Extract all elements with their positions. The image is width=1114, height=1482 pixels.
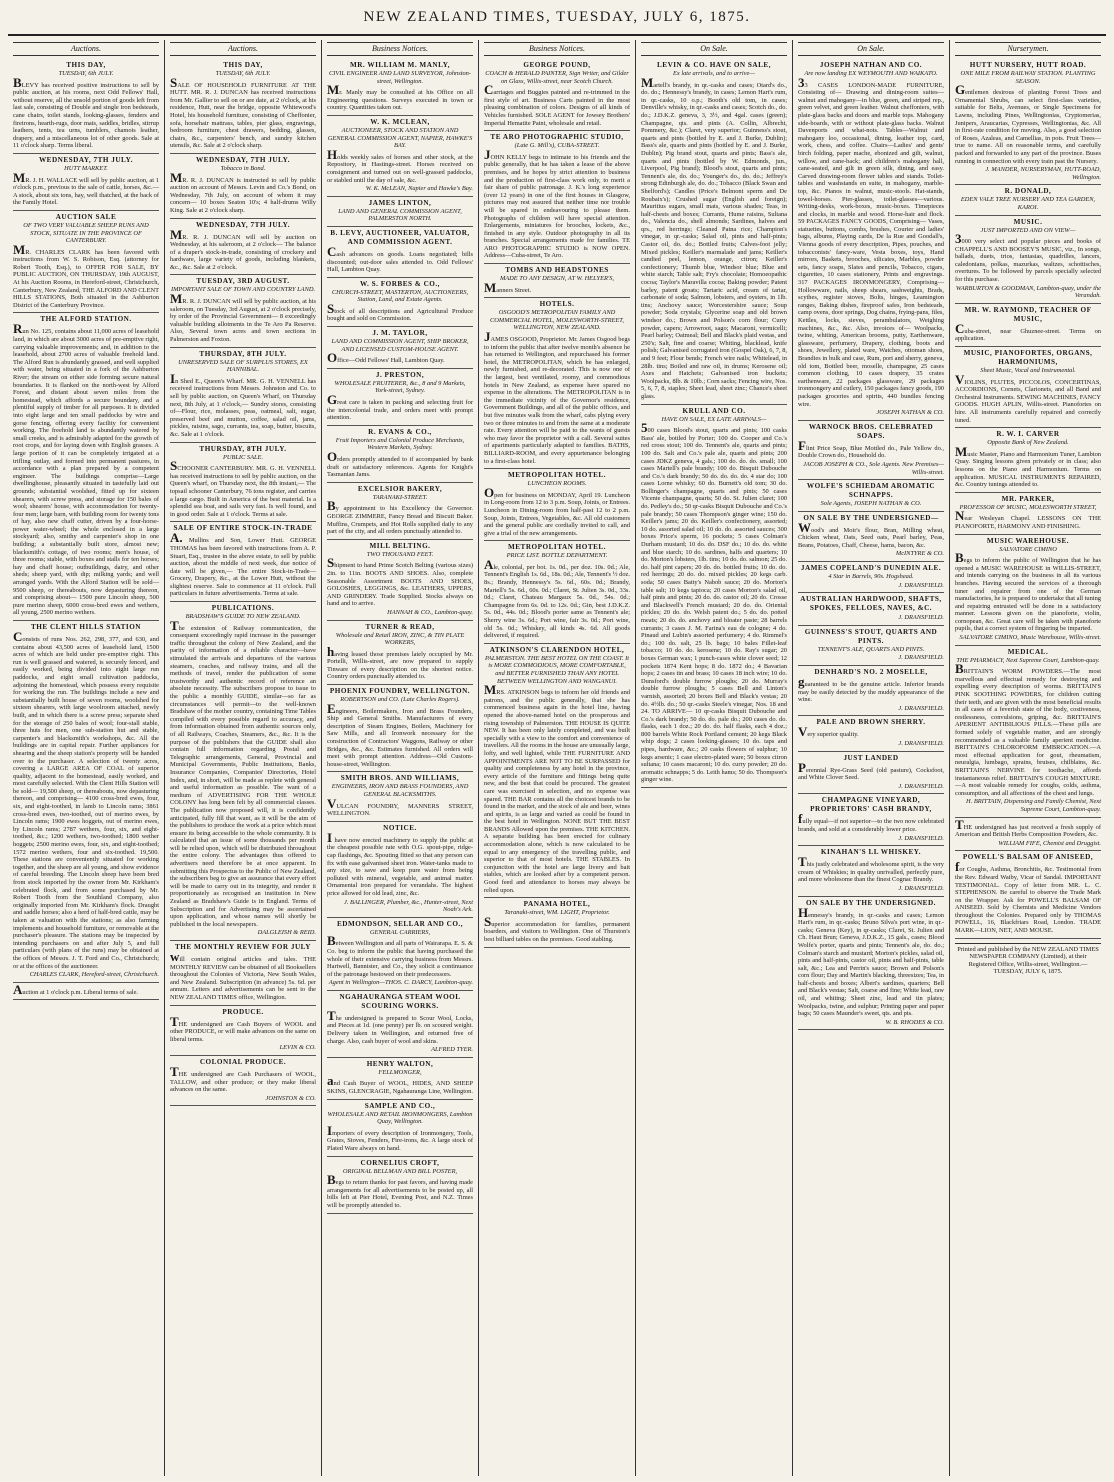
ad-signature: CHARLES CLARK, Hereford-street, Christchurch. <box>29 971 159 979</box>
ad-title: WOLFE'S SCHIEDAM AROMATIC SCHNAPPS. <box>806 482 936 500</box>
ad-subtitle: (Late G. Mill's), CUBA-STREET. <box>514 142 600 150</box>
ad-signature: J. DRANSFIELD. <box>898 884 944 892</box>
ad-subtitle: JUST IMPORTED AND ON VIEW— <box>980 226 1076 234</box>
ad-subtitle: TARANAKI-STREET. <box>372 493 428 501</box>
ad-subtitle: Sole Agents, JOSEPH NATHAN & CO. <box>820 500 922 508</box>
ad-body: Cuba-street, near Ghuznee-street. Terms on application. <box>955 320 1101 343</box>
ad-title: SMITH BROS. AND WILLIAMS, <box>340 774 460 783</box>
section-heading: Nurserymen. <box>955 42 1101 56</box>
ad-title: MR. PARKER, <box>1001 494 1055 503</box>
ad-body: 500 cases Blood's stout, quarts and pints; 100 casks Bass' ale, bottled by Porter; 100 do. Cooper and Co.'s red cross stout; 100 do. Tennent's ale, quarts and pints; 100 do. Salt and Co.'s pale ale, quarts and pints; 200 cases JDKZ geneva, 4 gals.; 100 do. do. do. small; 100 cases Martell's pale brandy; 100 do. Bisquit Dubouche and Co.'s dark brandy; 50 do. do. do. do. 4 star do; 100 cases Lorne whisky; 60 do. Burnett's old tom; 30 do. Bollinger's champagne, quarts and pints; 50 cases Vicente champagne, quarts; 50 do. St. Julien claret; 100 do. Pedley's do.; 50 qr-casks Bisquit Dubouche and Co.'s pale brandy; 50 cases Thompson's ginger wine; 150 do. Keiller's jams; 20 do. Keiller's confectionery, assorted; 10 do. assorted salad oil; 10 do. do. assorted sauces; 300 boxes Price's sperm, 16 pockets; 5 cases Colman's Durham mustard; 10 do. do. DSF do.; 10 do. do. white and blue starch; 10 do. sardines, halfs and quarters; 10 do. Morton's lobsters, 1lb. tins; 10 do. do. salmon; 25 do. do. half pint capers; 20 do. do. bottled fruits; 10 do. do. red herrings; 20 do. do. mixed pickles; 20 kegs carb. soda; 50 cases Batty's Nabob sauce; 20 do. Morton's table salt; 10 kegs tapioca; 20 cases Morton's salad oil, half pints and pints; 20 do. do. castor oil; 20 do. Crosse and Blackwell's French mustard; 20 do. do. Oriental pickles; 20 do. do. Welsh patent do.; 5 do. do. potted meats; 20 do. do. anchovy and bloater paste; 28 barrels currants; 3 cases J. M. Farina's eau de cologne; 4 do. Pinaud and Lubin's assorted perfumery; 4 do. Rimmel's do.; 100 do. salt, 25 lb. bags; 10 bales Fillet-leaf tobacco; 10 do. do. kerosene; 10 do. Ray's sugar; 20 boxes German wax; 1 punch-cases white clover seed; 12 pockets 1874 Kent hops; 8 do. 1872 do.; 4 Bavarian hops; 2 cases tin and brass; 10 cases 18 inch wire; 10 do. Dunsford's double furrow ploughs; 20 do. Murray's double furrow ploughs; 5 cases Bell and Linton's varnish, assorted; 20 boxes Bell and Black's vestas; 20 do. 4½lb. do.; 50 qr.-casks Steele's vinegar, Nos. 18 and 24. TO ARRIVE— 10 qr-casks Bisquit Dubouche and Co.'s dark brandy; 50 do. do. pale do.; 200 cases do. do. flasks, each 1 doz.; 20 do. do. half flasks, each 4 doz.; 800 barrels White Rock Portland cement; 20 kegs Black whip dogs; 2 cases looking-glasses; 10 do. taps and pipes, hardware, &c.; 20 casks flowers of sulphur; 10 kegs arsenic; 1 case electro-plated ware; 50 boxes citron sultana; 10 cases macaroni; 10 do. curry powder; 20 do. aromatic schnapps; 5 do. Leith hams; 50 do. Thompson's ginger wine. <box>641 420 788 784</box>
advertisement <box>798 562 944 593</box>
ad-title: SAMPLE AND CO., <box>364 1101 436 1110</box>
column-4 <box>478 40 635 1476</box>
ad-body: Auction at 1 o'clock p.m. Liberal terms of sale. <box>13 981 139 997</box>
ad-title: MUSIC. <box>1013 217 1043 226</box>
section-heading: Business Notices. <box>484 42 630 56</box>
ad-signature: J. DRANSFIELD. <box>898 614 944 622</box>
ad-title: JAMES COPELAND'S DUNEDIN ALE. <box>800 564 942 573</box>
ad-title: POWELL'S BALSAM OF ANISEED, <box>962 853 1094 862</box>
advertisement <box>798 716 944 751</box>
advertisement <box>13 313 159 621</box>
advertisement <box>170 443 316 523</box>
ad-title: HUTT NURSERY, HUTT ROAD. <box>969 61 1087 69</box>
ad-title: GEORGE POUND, <box>523 61 591 69</box>
advertisement <box>170 59 316 154</box>
ad-title: PALE AND BROWN SHERRY. <box>816 718 926 727</box>
ad-subtitle: WHOLESALE AND RETAIL IRONMONGERS, Lambton Quay, Wellington. <box>327 1110 473 1126</box>
ad-title: HENRY WALTON, <box>366 1059 434 1068</box>
ad-subtitle: TUESDAY, 6th JULY. <box>58 70 114 77</box>
advertisement <box>798 794 944 846</box>
ad-body: MR. CHARLES CLARK has been favored with instructions from W. S. Robison, Esq. (attorney for Robert Tooth, Esq.), to OFFER FOR SALE, BY PUBLIC AUCTION, ON THURSDAY, 19th AUGUST, At his Auction Rooms, in Hereford-street, Christchurch, Canterbury, New Zealand, THE ALFORD AND CLENT HILLS STATIONS, Both situated in the Ashburton District of the Canterbury Province. <box>13 241 159 309</box>
advertisement <box>955 646 1101 818</box>
ad-subtitle: OF TWO VERY VALUABLE SHEEP RUNS AND STOCK, SITUATE IN THE PROVINCE OF CANTERBURY. <box>23 221 149 245</box>
ad-subtitle: Ex late arrivals, and to arrive— <box>672 70 755 77</box>
ad-subtitle: WHOLESALE FRUITERER, &c., 8 and 9 Markets, York-street, Sydney. <box>334 379 466 395</box>
advertisement <box>327 918 473 991</box>
advertisement <box>327 227 473 278</box>
ad-subtitle: Opposite Bank of New Zealand. <box>987 439 1069 447</box>
advertisement <box>484 898 630 947</box>
ad-body: In Shed E., Queen's Wharf. MR. G. H. VENNELL has received instructions from Messrs. Johnston and Co. to sell by public auction, on Queen's Wharf, on Thursday next, 8th July, at 1 o'clock,— Sundry stores, consisting of—Flour, rice, molasses, peas, oatmeal, salt, sugar, preserved beef and mutton, coffee, salad oil, jams, pickles, raisins, sago, currants, tea, soap, butter, biscuits, &c. Sale at 1 o'clock. <box>170 370 316 438</box>
advertisement <box>13 983 159 1001</box>
ad-signature: McINTYRE & CO. <box>895 550 944 558</box>
advertisement <box>327 426 473 483</box>
ad-title: THIS DAY, <box>223 61 263 69</box>
ad-signature: J. DRANSFIELD. <box>898 704 944 712</box>
advertisement <box>327 197 473 227</box>
ad-body: Ale, colonial, per bot. 1s. 0d., per doz. 10s. 0d.; Ale, Tennent's English 1s. 6d., 18s. 0d.; Ale, Tennent's ½ doz. 8s.; Brandy, Hennessy's 5s. 6d., 60s. 0d.; Brandy, Martell's 5s. 6d., 60s. 0d.; Claret, St. Julien 3s. 0d., 33s. 0d.; Claret, Chateau Margaux 5s. 0d., 54s. 0d.; Champagne from 6s. 0d. to 12s. 0d.; Gin, best J.D.K.Z. 5s. 0d., 44s. 0d.; Blood's porter same as Tennent's ale; Sherry wine 3s. 6d.; Port wine, fair 3s. 0d.; Port wine, old 5s. 0d.; Whiskey, all kinds 4s. 6d. All goods delivered, if required. <box>484 556 630 640</box>
ad-signature: J. BALLINGER, Plumber, &c., Hunter-street, Next Noah's Ark. <box>343 898 473 914</box>
ad-title: JUST LANDED <box>843 753 899 762</box>
ad-body: A. Mullins and Son, Lower Hutt. GEORGE THOMAS has been favored with instructions from A. P. Stuart, Esq., trustee in the above estate, to sell by public auction, about the middle of next week, due notice of date will be given,— The entire Stock-in-Trade—Grocery, Drapery, &c., at the Lower Hutt, without the slightest reserve. Sale to commence at 11 o'clock. Full particulars in future advertisements. Terms at sale. <box>170 530 316 598</box>
ad-title: W. S. FORBES & CO., <box>360 279 440 288</box>
ad-body: Between Wellington and all parts of Wairarapa. E. S. & Co. beg to inform the public that having purchased the whole of their extensive carrying business from Messrs. Hartwell, Bannister, and Co., they solicit a continuance of the patronage bestowed on their predecessors. <box>327 933 473 978</box>
ad-subtitle: LAND AND COMMISSION AGENT, SHIP BROKER, AND LICENSED CUSTOM-HOUSE AGENT. <box>331 338 469 353</box>
ad-title: SALE OF ENTIRE STOCK-IN-TRADE <box>173 524 313 533</box>
advertisement <box>798 421 944 480</box>
ad-title: NOTICE. <box>383 823 417 832</box>
column-3 <box>321 40 478 1476</box>
ad-subtitle: Are now landing EX WEYMOUTH AND WAIKATO. <box>804 70 938 77</box>
printer-imprint: Printed and published by the NEW ZEALAND TIMES NEWSPAPER COMPANY (Limited), at their Registered Office, Willis-street, Wellington.—TUESDAY, JULY 6, 1875. <box>955 943 1101 976</box>
ad-title: PANAMA HOTEL, <box>523 900 591 909</box>
ad-body: THE undersigned has just received a fresh supply of American and British Herbs Composition Powders, &c. <box>955 816 1101 839</box>
ad-title: THE CLENT HILLS STATION <box>31 623 141 631</box>
ad-subtitle: ROBERTSON and CO. (Late Charles Rogers). <box>340 696 460 704</box>
ad-subtitle: PRICE LIST. BOTTLE DEPARTMENT. <box>506 552 608 560</box>
advertisement <box>327 991 473 1058</box>
advertisement <box>955 304 1101 347</box>
advertisement <box>13 211 159 314</box>
ad-title: NGAHAURANGA STEAM WOOL SCOURING WORKS. <box>339 992 461 1010</box>
ad-body: MR. J. H. WALLACE will sell by public auction, at 1 o'clock p.m., previous to the sale of cattle, horses, &c.— A stock, about six tons, hay, well thatched, at the back of the Family Hotel. <box>13 169 159 207</box>
ad-title: WEDNESDAY, 7TH JULY. <box>195 155 291 164</box>
ad-subtitle: Wholesale and Retail IRON, ZINC, & TIN PLATE WORKERS, <box>335 631 465 647</box>
advertisement <box>327 1100 473 1157</box>
masthead <box>8 0 1106 36</box>
ad-body: I have now erected machinery to supply the public at the cheapest possible rate with O.G. spout-pipe, ridge-cap flashings, &c. Spouting fitted so that any person can fix with ease galvanised sheet iron. Water-tanks made to any size, to save and keep pure water from being polluted with mineral, vegetable, and animal matter. Ornamental iron prepared for verandahs. The highest price allowed for old lead, zinc, &c. <box>327 829 473 897</box>
ad-body: Flint Price Soap, Blue Mottled do., Pale Yellow do., Double Crown do., Household do. <box>798 437 944 460</box>
ad-body: Superior accommodation for families, permanent boarders, and visitors to Wellington. One of Thurston's best billiard tables on the premises. Good stabling. <box>484 913 630 943</box>
ad-body: The undersigned is prepared to Scour Wool, Locks, and Pieces at 1d. (one penny) per lb. on scoured weight. Delivery taken in Wellington, and returned free of charge. Also, cash buyer of wool and skins. <box>327 1007 473 1045</box>
ad-subtitle: FELLMONGER, <box>378 1068 422 1076</box>
ad-body: VIOLINS, FLUTES, PICCOLOS, CONCERTINAS, ACCORDIONS, Cornets, Clarionets, and all Band and Orchestral Instruments. SEWING MACHINES, FANCY GOODS. HUGH APLIN, Willis-street. Pianofortes on hire. All instruments carefully repaired and correctly tuned. <box>955 371 1101 424</box>
advertisement <box>798 593 944 626</box>
ad-subtitle: AUCTIONEER, STOCK AND STATION AND GENERAL COMMISSION AGENT, NAPIER, HAWKE'S BAY. <box>327 126 473 150</box>
ad-body: Mr. Manly may be consulted at his Office on all Engineering questions. Surveys executed in town or country. Quantities taken out. <box>327 82 473 112</box>
ad-subtitle: Tobacco in Bond. <box>220 164 266 172</box>
advertisement <box>798 666 944 716</box>
ad-title: AUCTION SALE <box>55 212 117 221</box>
ad-subtitle: COACH & HERALD PAINTER, Sign Writer, and Gilder on Glass, Willis-street, near Scotch Church. <box>485 70 629 85</box>
ad-title: MUSIC, PIANOFORTES, ORGANS, HARMONIUMS, <box>963 349 1093 367</box>
advertisement <box>170 348 316 443</box>
ad-title: THE MONTHLY REVIEW FOR JULY <box>175 943 311 951</box>
advertisement <box>327 772 473 821</box>
column-7 <box>949 40 1106 1476</box>
advertisement <box>955 59 1101 185</box>
ad-subtitle: OSGOOD'S METROPOLITAN FAMILY AND COMMERCIAL HOTEL, MOLESWORTH-STREET, WELLINGTON, NEW ZEALAND. <box>490 309 624 332</box>
ad-subtitle: ENGINEERS, IRON AND BRASS FOUNDERS, AND GENERAL BLACKSMITHS. <box>331 783 469 798</box>
ad-body: JAMES OSGOOD, Proprietor. Mr. James Osgood begs to inform the public that after twelve month's absence he has returned to Wellington, and repurchased his former hotel, the METROPOLITAN, which he has enlarged, newly furnished, and re-decorated. This is now one of the largest, best ventilated, roomy, and commodious hotels in New Zealand, as expense have spared no expense in the alterations. The METROPOLITAN is in the immediate vicinity of the Governor's residence, Government Buildings, and all of the public offices, and but five minutes walk from the wharf, cabs plying every two or three minutes to and from the same at a moderate rate. Every attention will be paid to the wants of guests who may favor the proprietor with a call. Several suites of apartments particularly adapted to families. BATHS, BILLIARD-ROOM, and every appurtenance belonging to a first-class hotel. <box>484 329 630 465</box>
ad-title: LEVIN & CO. HAVE ON SALE, <box>656 61 771 69</box>
ad-subtitle: 4 Star in Barrels, 90s. Hogshead. <box>828 573 914 581</box>
advertisement <box>484 131 630 264</box>
ad-title: KINAHAN'S LL WHISKEY. <box>820 848 922 857</box>
advertisement <box>327 685 473 772</box>
ad-subtitle: MADE TO ANY DESIGN, AT W. HELYER'S, <box>499 275 615 283</box>
ad-subtitle: IMPORTANT SALE OF TOWN AND COUNTRY LAND. <box>170 286 316 294</box>
ad-body: Near Wesleyan Chapel. LESSONS ON THE PIANOFORTE, HARMONY AND FINISHING. <box>955 508 1101 530</box>
ad-subtitle: Fruit Importers and Colonial Produce Merchants, Western Markets, Sydney. <box>335 436 465 452</box>
advertisement <box>955 216 1101 304</box>
ad-body: Martell's brandy, in qr.-casks and cases; Otard's do., do. do.; Hennessy's brandy, in cases; Lemon Hart's rum, in qr.-casks, 10 o.p.; Booth's old tom, in cases; Denville's whisky, in qr.-casks and cases; Scotch do., do. do.; J.D.K.Z. geneva, 3, 3½, and 4gal. cases (green); Champagne, qts. and pints (A. Collin, Albrecht, Pommery, &c.); Claret, very superior; Guinness's stout, quarts and pints (bottled by E. and J. Burke, Dublin); Bass's ale, quarts and pints (bottled by E. and J. Burke, Dublin); Pig brand stout, quarts and pints; Bass's ale, quarts and pints (bottled by W. Edmonds, jun., Liverpool, Pig brand); Blood's stout, quarts and pints; Tennent's ale, do. do.; Younger's do., do. do.; Jeffrey's strong Edinburgh ale, do. do.; Tobacco (Black Swan and Shelford's); Candles (Price's Belmont sperm and De Roubaix's); Crushed sugar (English and foreign); Mauritius sugars, small mats, various shades; Teas, in half-chests and boxes; Currants, Hume raisins, Sultana do., Valencia do., shell almonds; Sardines, halves and qrs., red herrings; Cleaned Patna rice; Champion's vinegar, in qr.-casks; Salad oil, pints and half-pints; Castor oil, do. do.; Bottled fruits; Calves-foot jelly; Mixed pickles; Keiller's marmalade and jams; Keiller's candied peel, lemon, orange, citron; Keiller's confectionery; Thumb blue, Windsor blue; Blue and white starch; Table salt; Fry's chocolate; Homoeopathic cocoa; Taylor's Maravilla cocoa; Baking powder; Patent barley, patent groats; Tartaric acid, cream of tartar, carbonate of soda; Salmon, lobsters, and oysters, in 1lb. tins; Anchovy sauce; Worcestershire sauce; Soup powder; Soda crystals; Glycerine soap and old brown windsor do.; Brown and Polson's corn flour; Curry powder, capers; Arrowroot, sago; Macaroni, vermicelli; Pearl barley; Oatmeal; Bell and Black's plaid vestas, and 250's; Salt, fine and coarse; Whiting, blacklead, knife polish; Galvanised corrugated iron (Gospel Oak), 6, 7, 8, and 9 feet; Flour bends; French wire nails; Whitelead, in 28lb. tins; Boiled and raw oil, in drums; Kerosene oil; Axes and Hatchets; Galvanised iron buckets; Woolpacks, 8lb. & 10lb.; Corn sacks; Fencing wire, Nos. 5, 6, 7, 8, staples; Sheet lead, sheet zinc; Chance's sheet glass. <box>641 74 787 400</box>
ad-body: 3000 very select and popular pieces and books of CHAPPELL'S AND BOOSEY'S MUSIC, viz., In songs, ballads, duets, trios, fantasias, quadrilles, lancers, caledonians, polkas, mazurkas, waltzes, schottisches, overtures. To be followed by parcels specially selected for this purchase. <box>955 231 1101 284</box>
ad-subtitle: CHURCH-STREET, MASTERTON, AUCTIONEERS, Station, Land, and Estate Agents. <box>331 288 469 304</box>
ad-title: ON SALE BY THE UNDERSIGNED— <box>803 513 939 522</box>
ad-title: KRULL AND CO. <box>682 406 746 415</box>
ad-subtitle: GENERAL CARRIERS, <box>369 928 431 936</box>
ad-title: R. EVANS & CO., <box>368 427 432 436</box>
advertisement <box>170 602 316 941</box>
section-heading: On Sale. <box>798 42 944 56</box>
ad-body: VULCAN FOUNDRY, MANNERS STREET, WELLINGTON. <box>327 795 473 818</box>
ad-subtitle: BRADSHAW'S GUIDE TO NEW ZEALAND. <box>185 613 301 621</box>
ad-body: Wood's and Moir's flour, Bran, Milling wheat, Chicken wheat, Oats, Seed oats, Pearl barley, Peas, Beans, Potatoes, Chaff, Cheese, hams, bacon, &c. <box>798 519 944 549</box>
ad-body: Shipment to hand Prime Scotch Belting (various sizes) 2in. to 11in. BOOTS AND SHOES. Also, complete Seasonable Assortment BOOTS AND SHOES, GOLOSHES, LEGGINGS, &c. LEATHERS, UPPERS, AND GRINDERY. Trade Supplied. Stocks always on hand and to arrive. <box>327 555 473 608</box>
ad-title: THURSDAY, 8TH JULY. <box>199 444 287 453</box>
advertisement <box>484 59 630 131</box>
ad-body: Hennessy's brandy, in qr.-casks and cases; Lemon Hart's rum, in qr.-casks; Bruno Silva's port wine, in qr.-casks; Geneva (Key), in qr-casks; Claret, St. Julien and Ch. Haut Brun; Geneva, J.D.K.Z., 15 gals., cases; Blood Wolfe's porter, quarts and pints; Tennent's ale, do. do.; Colman's starch and mustard; Morton's pickles, salad oil, pints and half-pints, castor oil, pints and half-pints, table salt, &c.; Lea and Perrin's sauce; Brown and Polson's corn flour; Day and Martin's blacking, threesizes; Tea, in half-chests and boxes; Albert's sardines, quarters; Bell and Black's vestas; Salt, coarse and fine; White lead, raw oil, and whiting; Sheet zinc, lead and tin plates; Woolpacks, twine, and sulphur; Printing paper and paper bags; 50 cases Maunder's sweet, qts. and pts. <box>798 904 944 1018</box>
ad-title: DENHARD'S NO. 2 MOSELLE, <box>814 668 928 677</box>
ad-signature: J. DRANSFIELD. <box>898 740 944 747</box>
ad-subtitle: SALVATORE CIMINO <box>999 545 1057 553</box>
ad-title: PHOENIX FOUNDRY, WELLINGTON. <box>329 687 471 696</box>
ad-title: METROPOLITAN HOTEL. <box>507 543 607 552</box>
ad-title: COLONIAL PRODUCE. <box>199 1057 287 1066</box>
ad-subtitle: PUBLIC SALE. <box>222 453 264 461</box>
ad-body: Great care is taken in packing and selecting fruit for the intercolonial trade, and orders meet with prompt attention. <box>327 392 473 422</box>
advertisement <box>798 752 944 795</box>
ad-title: EDMONDSON, SELLAR AND CO., <box>336 919 464 928</box>
ad-body: Run No. 125, contains about 11,000 acres of leasehold land, in which are about 3000 acres of pre-emptive right, carrying valuable improvements; and, in addition to the leasehold, about 2700 acres of valuable freehold land. The Alford Run is abundantly grassed, and well supplied with water, being situated in a fork of the Ashburton River; the stream on either side forming secure natural boundaries. It is flanked on the north-west by Alford Forest, and distant about seven miles from the homestead, which affords a secure boundary, and a plentiful supply of timber for all purposes. It is divided into eight large and ten small paddocks by wire and gorse fencing, offering every facility for convenient working. The freehold land is abundantly watered by small creeks, and is admirably adapted for the growth of root crops, and for laying down with English grasses. A large portion of it can be completely irrigated at a trifling outlay, and formed into permanent pastures, in accordance with a plan prepared by a competent engineer. The buildings comprise—Large dwellinghouse, pleasantly situated in tastefully laid out grounds; substantial woolshed, fitted up for sixteen shearers, with screw press, and storage for 150 bales of wool; shearers' house, with accommodation for twenty-four men; large barn, with building room for twenty tons of hay, also new chaff cutter, driven by a four-horse-power water-wheel; the whole enclosed in a large stockyard; also, smithy and carpenter's shop in one building; a substantially built store, almost new; blacksmith's cottage, of two rooms; men's house, of three rooms; stable, with boxes and stalls for ten horses; hay and chaff house; outbuildings, dairy, and other sheds; sheep yard, with dip; milking yards; and well arranged yards. With the Alford Station will be sold— 9500 sheep, or thereabouts, now depasturing thereon, and comprising about— 1500 pure Lincoln sheep, 500 pure merino sheep, 6000 cross-bred ewes and wethers, all young, 2500 merino wethers. <box>13 321 159 617</box>
ad-title: GUINNESS'S STOUT, QUARTS AND PINTS. <box>804 627 938 645</box>
ad-body: MR. R. J. DUNCAN will sell by auction on Wednesday, at his saleroom, at 2 o'clock— The balance of a draper's stock-in-trade, consisting of crockery and hardware, large variety of goods, including blankets, &c., &c. Sale at 2 o'clock. <box>170 226 316 271</box>
advertisement <box>327 116 473 197</box>
ad-title: THE ALFORD STATION. <box>40 315 132 324</box>
ad-title: MUSIC WAREHOUSE. <box>986 536 1070 545</box>
ad-body: JOHN KELLY begs to intimate to his friends and the public generally, that he has taken a lease of the above premises, and he hopes by strict attention to business and the production of first-class work only, to merit a fair share of public patronage. J. K.'s long experience (over 12 years) in one of the first houses in Glasgow, pictures may rest assured that neither time nor trouble will be spared in endeavouring to please them. Photographs of children will have special attention. Enlargements, miniatures for brooches, lockets, &c., finished in any style. Outdoor photography in all its branches. Special arrangements made for families. TE ARO PHOTOGRAPHIC STUDIO is NOW OPEN. Address—Cuba-street, Te Aro. <box>484 146 630 260</box>
ad-body: Begs to return thanks for past favors, and having made arrangements for all advertisements to be posted up, all bills left at Pier Hotel, Evening Post, and N.Z. Times will be promptly attended to. <box>327 1172 473 1209</box>
ad-body: Consists of runs Nos. 262, 298, 377, and 630, and contains about 43,500 acres of leasehold land, 1500 acres of which are held under pre-emptive right. This run is well grassed and watered, is securely fenced, and easily worked, being divided into eight large run paddocks, and eight small cultivation paddocks, adjoining the homestead, which possess every requisite for working the run. The buildings include a new and substantially built house of seven rooms, woolshed for sixteen shearers, with large woolroom attached, newly built, and in which there is a screw press; separate shed for the storage of 250 bales of wool; four-stall stable, three huts for men, one sub-station hut and stable, carpenter's and blacksmith's workshops, &c. All the buildings are in capital repair. Further appliances for shearing and the sheep station's property will be handed over to the purchaser. A selection of twenty acres, covering a LARGE AREA OF COAL of superior quality, adjacent to the homestead, easily worked, and most carefully selected. With the Clent Hills Station will be sold— 19,500 sheep, or thereabouts, now depasturing thereon, and comprising— 4100 cross-bred ewes, four, six, and eight-toothed, in lamb to Lincoln rams; 3861 cross-bred ewes, two-toothed, out of merino ewes, by Lincoln rams; 1900 ewes hoggets, out of merino ewes, by Lincoln rams; 2787 wethers, four, six, and eight-toothed, &c.; 1200 wethers, two-toothed; 1800 wether hoggets; 2500 merino ewes, four, six, and eight-toothed; 1572 merino wethers, four and six-toothed. 19,500. These stations are conveniently situated for working together, and the sheep are all young, and show evidence of careful breeding. The Lincoln sheep have been bred from stock imported by the owner from Mr. Kirkham's celebrated flock, and from some purchased by Mr. Robert Tooth from the Southland Company, also originally imported from Mr. Kirkham's flock. Draught and saddle horses; also a herd of half-bred cattle, may be taken at valuation with the stations; as also farming implements and household furniture, or removable at the purchaser's pleasure. The stations may be inspected by intending purchasers on and after July 5, and full particulars (with plans of the runs) may be obtained at the offices of Messrs. J. T. Ford and Co., Christchurch; or at the offices of the auctioneer. <box>13 629 159 970</box>
ad-title: MR. W. RAYMOND, TEACHER OF MUSIC, <box>964 305 1092 323</box>
ad-subtitle: LUNCHEON ROOMS. <box>527 480 587 488</box>
ad-subtitle: LAND AND GENERAL COMMISSION AGENT, PALMERSTON NORTH. <box>338 207 462 223</box>
ad-title: AUSTRALIAN HARDWOOD, SHAFTS, SPOKES, FELLOES, NAVES, &C. <box>800 595 942 613</box>
ad-body: THE undersigned are Cash Purchasers of WOOL, TALLOW, and other produce; or they make liberal advances on the same. <box>170 1063 316 1094</box>
advertisement <box>484 644 630 898</box>
ad-body: and Cash Buyer of WOOL, HIDES, AND SHEEP SKINS, GLENCRAGIE, Ngahauranga Line, Wellington. <box>327 1073 473 1096</box>
ad-title: WARNOCK BROS. CELEBRATED SOAPS. <box>808 422 934 440</box>
ad-title: PRODUCE. <box>222 1007 264 1016</box>
ad-body: having leased those premises lately occupied by Mr. Portelli, Willis-street, are now prepared to supply Tinware of every description on the shortest notice. Country orders punctually attended to. <box>327 643 473 681</box>
ad-body: BRITTAIN'S WORM POWDERS.—The most marvellous and effectual remedy for destroying and expelling every description of worms. BRITTAIN'S PINK SOOTHING POWDERS, for children cutting their teeth, and are given with the most beneficial results in all cases of a feverish state of the body, costiveness, restlessness, convulsions, griping, &c. BRITTAIN'S APERIENT ANTIBILIOUS PILLS.—These pills are formed solely of vegetable matter, and are strongly recommended as a valuable family aperient medicine. BRITTAIN'S CHLOROFORM EMBROCATION.—A most effectual application for gout, rheumatism, neuralgia, lumbago, sprains, bruises, chilblains, &c. BRITTAIN'S NERVINE for toothache, affords instantaneous relief. BRITTAIN'S COUGH MIXTURE.—A most valuable remedy for coughs, colds, asthma, consumption, and all affections of the chest and lungs. <box>955 661 1101 797</box>
advertisement <box>798 480 944 512</box>
ad-signature: JOHNSTON & CO. <box>265 1094 316 1102</box>
advertisement <box>955 185 1101 215</box>
ad-body: Holds weekly sales of horses and other stock, at the Repository, in Hastings-street. Horses received on consignment and turned out on well-grassed paddocks, or stabled until the day of sale, &c. <box>327 146 473 184</box>
ad-subtitle: TWO THOUSAND FEET. <box>366 550 434 558</box>
ad-signature: WARBURTON & GOODMAN, Lambton-quay, under the Verandah. <box>955 284 1101 300</box>
advertisement <box>484 264 630 298</box>
ad-body: Gentlemen desirous of planting Forest Trees and Ornamental Shrubs, can select first-class varieties, suitable for Belts, Avenues, or Single Specimens for Lawns, including Pines, Wellingtonias, Cryptomerias, Junipers, Araucarias, Cypresses, Wellingtonias, &c. All in first-rate condition for moving. Also, a good selection of Roses, Azaleas, and Camellias, in pots. Fruit Trees—true to name. All on reasonable terms, and carefully packed and forwarded to any part of the province. Buses running in connection with every train past the Nursery. <box>955 82 1101 165</box>
advertisement <box>641 59 787 405</box>
ad-signature: ALFRED TYER. <box>431 1046 473 1054</box>
ad-body: MRS. ATKINSON begs to inform her old friends and patrons, and the public generally, that she has commenced business again in the hotel line, having opened the above-named hotel on the prosperous and rising township of Palmerston. THE HOUSE IS QUITE NEW. It has been only lately completed, and was built specially with a view to the comfort and convenience of travellers. All the rooms in the house are unusually large, lofty, and well lighted, while THE FURNITURE AND APPOINTMENTS ARE NOT TO BE SURPASSED for quality and completeness by any hotel in the province, every article of the furniture and fittings being quite new, and the best that could be procured. The greatest care was exercised in selection, and no expense was spared. THE BAR contains all the choicest brands to be found in the market, and the stock of ale and beer, wines and spirits, is as large and varied as could be found in the best hotel in Wellington. NONE BUT THE BEST BRANDS Allowed upon the premises. THE KITCHEN. A separate building has been erected for culinary accommodation alone, which is now calculated to be equal to any emergency of the travelling public, and superior to that of most hotels. THE STABLES. In conjunction with the hotel are large livery and bait stables, which are looked after by a competent person. Good feed and attendance to horses may always be relied upon. <box>484 682 630 894</box>
ad-subtitle: TENNENT'S ALE, QUARTS AND PINTS. <box>817 645 925 653</box>
advertisement <box>955 818 1101 852</box>
ad-title: CORNELIUS CROFT, <box>360 1158 440 1167</box>
ad-body: By appointment to his Excellency the Governor. GEORGE ZIMMERE, Fancy Bread and Biscuit Baker. Muffins, Crumpets, and Hot Rolls supplied daily to any part of the city, and all orders punctually attended to. <box>327 498 473 536</box>
ad-subtitle: ORIGINAL BELLMAN AND BILL POSTER, <box>342 1167 458 1175</box>
advertisement <box>955 347 1101 428</box>
ad-title: MILL BELTING. <box>369 541 431 550</box>
ad-title: MR. WILLIAM M. MANLY, <box>349 61 451 69</box>
advertisement <box>484 541 630 644</box>
ad-body: Very superior quality. <box>798 724 859 740</box>
ad-subtitle: THE PHARMACY, Next Supreme Court, Lambton-quay. <box>956 656 1100 664</box>
ad-body: Engineers, Boilermakers, Iron and Brass Founders, Ship and General Smiths. Manufacturers of every description of Steam Engines, Boilers, Machinery for Saw Mills, and all Ironwork necessary for the construction of Contractors' Waggons, Railway or other Bridges, &c., &c. Estimates furnished. All orders will meet with prompt attention. Address—Old Custom-house-street, Wellington. <box>327 700 473 768</box>
advertisement <box>170 941 316 1006</box>
advertisement <box>13 154 159 211</box>
ad-signature: Agent in Wellington—THOS. C. DARCY, Lambton-quay. <box>328 979 473 987</box>
ad-title: ATKINSON'S CLARENDON HOTEL, <box>489 645 625 654</box>
ad-body: guaranteed to be the genuine article. Inferior brands may be easily detected by the muddy appearance of the wine. <box>798 674 944 704</box>
masthead-title: NEW ZEALAND TIMES, TUESDAY, JULY 6, 1875. <box>363 8 751 25</box>
ad-body: MR. R. J. DUNCAN will sell by public auction, at his saleroom, on Tuesday, 3rd August, at 2 o'clock precisely, by order of the Provincial Government— 8 exceedingly valuable building allotments in the Te Aro Pa Reserve. Also, Several town acres and town sections in Palmerston and Foxton. <box>170 291 316 344</box>
ad-signature: J. DRANSFIELD. <box>898 654 944 662</box>
ad-title: WEDNESDAY, 7TH JULY. <box>195 220 291 229</box>
ad-body: The extension of Railway communication, the consequent exceedingly rapid increase in the passenger traffic throughout the colony of New Zealand, and the parity of information of a reliable character—have stimulated the arrivals and departures of the various steamers, coaches, and railway trains, and all the methods of travel, render the publication of some trustworthy and authentic record of reference an absolute necessity. The subscribers propose to issue to the public a monthly GUIDE, similar—so far as circumstances will permit—to the well-known Bradshaw of the mother country, containing Time Tables compiled with every possible regard to accuracy, and from information obtained from authentic sources only, of all Railways, Coaches, Steamers, &c., &c. It is the purpose of the publishers that the GUIDE shall also contain full information regarding Postal and Telegraphic arrangements, General, Provincial and Municipal Governments, Public Institutions, Banks, Insurance Companies, Companies' Directories, Hotel Index, and, in short, will be made as replete with general and useful information as possible. The want of a medium of ADVERTISING FOR THE WHOLE COLONY has long been felt by all commercial classes. The publication now proposed will, it is confidently anticipated, fully fill that want, as it will be the aim of the publishers to produce the work at a price which must ensure its being accessible to the whole community. It is calculated that an issue of some thousands per month will be relied upon, which will be distributed throughout the entire colony. The advantages thus offered to advertisers need therefore be at once apparent. In submitting this Prospectus to the Public of New Zealand, the subscribers beg to give an assurance that every effort will be made to carry out in its integrity, and render it proportionately as recognised an institution in New Zealand as Bradshaw's Guide is in England. Terms of Subscription and for Advertising may be ascertained upon application, and whose names will shortly be published in the local newspapers. <box>170 617 316 928</box>
ad-title: WEDNESDAY, 7TH JULY. <box>38 155 134 164</box>
ad-subtitle: PROFESSOR OF MUSIC, MOLESWORTH STREET, <box>959 503 1097 511</box>
advertisement <box>955 535 1101 646</box>
advertisement <box>170 522 316 602</box>
advertisement <box>798 846 944 896</box>
ad-title: PUBLICATIONS. <box>211 604 275 613</box>
ad-signature: LEVIN & CO. <box>279 1044 316 1052</box>
section-heading: Business Notices. <box>327 42 473 56</box>
ad-subtitle: ONE MILE FROM RAILWAY STATION. PLANTING SEASON. <box>960 70 1096 85</box>
ad-title: ON SALE BY THE UNDERSIGNED. <box>806 898 936 907</box>
advertisement <box>170 1056 316 1106</box>
column-2 <box>164 40 321 1476</box>
advertisement <box>798 626 944 666</box>
ad-title: TOMBS AND HEADSTONES <box>505 266 609 275</box>
advertisement <box>798 59 944 421</box>
ad-body: Stock of all descriptions and Agricultural Produce bought and sold on Commission. <box>327 300 473 323</box>
ad-signature: JACOB JOSEPH & CO., Sole Agents. New Premises—Willis-street. <box>803 460 944 476</box>
ad-body: Orders promptly attended to if accompanied by bank draft or satisfactory references. Agents for Knight's Tasmanian Jams. <box>327 449 473 479</box>
ad-subtitle: UNRESERVED SALE OF SURPLUS STORES, EX HANNIBAL. <box>178 358 308 374</box>
ad-body: Importers of every description of Ironmongery, Tools, Grates, Stoves, Fenders, Fire-irons, &c. A large stock of Plated Ware always on hand. <box>327 1122 473 1152</box>
ad-signature: W. B. RHODES & CO. <box>885 1018 944 1026</box>
ad-body: Perennial Rye-Grass Seed (old pasture), Cocksfoot, and White Clover Seed. <box>798 759 944 782</box>
ad-body: SCHOONER CANTERBURY. MR. G. H. VENNELL has received instructions to sell by public auction, on the Queen's wharf, on Thursday next, the 8th instant,— The topsail schooner Canterbury, 76 tons register, and carries a large cargo. Built in America of the best material. Is a splendid sea boat, and sails very fast. Is well found, and in good order. Sale at 1 o'clock. Terms at sale. <box>170 458 316 518</box>
advertisement <box>327 369 473 426</box>
ad-signature: DALGLEISH & REID. <box>257 929 316 937</box>
ad-title: R. W. I. CARVER <box>996 430 1060 439</box>
section-heading: Auctions. <box>13 42 159 56</box>
advertisement <box>955 428 1101 493</box>
section-heading: On Sale. <box>641 42 787 56</box>
section-heading: Auctions. <box>170 42 316 56</box>
ad-signature: H. BRITTAIN, Dispensing and Family Chemist, Next Supreme Court, Lambton-quay. <box>966 798 1101 813</box>
ad-subtitle: PALMERSTON. THE BEST HOTEL ON THE COAST. It is MORE COMMODIOUS, MORE COMFORTABLE, and BETTER FURNISHED THAN ANY HOTEL BETWEEN WELLINGTON AND WANGANUI. <box>484 654 630 685</box>
ad-title: METROPOLITAN HOTEL. <box>507 471 607 480</box>
advertisement <box>484 469 630 541</box>
ad-title: TURNER & READ, <box>365 622 435 631</box>
ad-body: MR. R. J. DUNCAN is instructed to sell by public auction on account of Messrs. Levin and Co.'s Bond, on Wednesday, 7th July, on account of whom it may concern— 10 boxes Seaton 10's; 4 half-drums Willy King. Sale at 2 o'clock sharp. <box>170 169 316 214</box>
ad-body: THE undersigned are Cash Buyers of WOOL and other PRODUCE, or will make advances on the same on liberal terms. <box>170 1013 316 1043</box>
ad-signature: J. DRANSFIELD. <box>898 581 944 589</box>
ad-body: will contain original articles and tales. THE MONTHLY REVIEW can be obtained of all Booksellers throughout the Colonies of Victoria, New South Wales, and New Zealand. Subscription (in advance) 5s. 6d. per annum. Letters and advertisements can be sent to the NEW ZEALAND TIMES office, Wellington. <box>170 949 316 1001</box>
ad-subtitle: EDEN VALE TREE NURSERY AND TEA GARDEN, KAROI. <box>960 196 1096 211</box>
ad-signature: WILLIAM FIFE, Chemist and Druggist. <box>998 839 1101 847</box>
ad-body: for Coughs, Asthma, Bronchitis, &c. Testimonial from the Rev. Edward Waiby, Vicar of Sandal. IMPORTANT TESTIMONIAL. Copy of letter from MR. L. C. STEPHENSON. Be careful to observe the Trade Mark on the Wrapper. Ask for POWELL'S BALSAM OF ANISEED. Sold by Chemists and Medicine Vendors throughout the Colonies. Prepared only by THOMAS POWELL, 16, Blackfriars Road, London. TRADE MARK—LION, NET, AND MOUSE. <box>955 859 1101 935</box>
ad-title: B. LEVY, AUCTIONEER, VALUATOR, AND COMMISSION AGENT. <box>330 228 470 246</box>
advertisement <box>484 298 630 469</box>
ad-body: Begs to inform the public of Wellington that he has opened a MUSIC WAREHOUSE in WILLIS-STREET, and intends carrying on the business in all its various branches. Having secured the services of a thorough tuner and repairer from one of the German manufactories, he is prepared to undertake that all tuning and repairing entrusted will be done in a satisfactory manner. Lessons given on the pianoforte, violin, cornopean, &c. Great care will be taken with pianoforte pupils, that a correct system of fingering be imparted. <box>955 550 1101 633</box>
ad-body: fully equal—if not superior—to the two now celebrated brands, and sold at a considerably lower price. <box>798 811 944 833</box>
ad-title: EXCELSIOR BAKERY, <box>357 484 443 493</box>
ad-body: Cash advances on goods. Loans negotiated; bills discounted; out-door sales attended to. Odd Fellows' Hall, Lambton Quay. <box>327 243 473 274</box>
advertisement <box>170 154 316 219</box>
ad-signature: J. DRANSFIELD. <box>898 834 944 842</box>
ad-title: CHAMPAGNE VINEYARD, PROPRIETORS' CASH BRANDY, <box>810 796 932 814</box>
advertisement <box>955 851 1101 938</box>
advertisement <box>327 621 473 686</box>
ad-subtitle: HAVE ON SALE, EX LATE ARRIVALS— <box>661 415 767 423</box>
column-5 <box>635 40 792 1476</box>
column-6 <box>792 40 949 1476</box>
ad-body: BLEVY has received positive instructions to sell by public auction, at his rooms, next Odd Fellows' Hall, without reserve, all the unsold portion of goods left from last sale, consisting of Double and single iron bedsteads, cane chairs, toilet stands, looking-glasses, fenders and fireirons, hearth-rugs, door mats, saddles, bridles, stirrup leathers, tents, tea urns, tumblers, chamois leather, drapery, and a miscellaneous lot of other goods. Sale at 11 o'clock sharp. Terms liberal. <box>13 74 159 150</box>
advertisement <box>798 512 944 562</box>
ad-body: 33 CASES LONDON-MADE FURNITURE, Consisting of— Drawing and dining-room suites—walnut and mahogany—in blue, green, and striped rep., green velvet, and green leather. Walnut cheffoniers, with plate-glass backs and doors and marble tops. Mahogany side-boards, with or without plate-glass backs. Walnut Davenports and what-nots. Tables—Walnut and mahogany loo, occasional, dining, leather top, card, work, chess, and coffee. Chairs—Ladies' and gents' birch folding, paper mache, ebonized and gilt, walnut, willow, and cane-back; and children's mahogany hall, cane-seated, and gilt in green silk, dining, and easy. Carved drawing-room flower tables and stands. Toilet-tables and washstands en suite, in mahogany, marble-top, &c. Pianos in walnut, music-stools. Hat-stands, towel-horses. Pier-glasses, toilet-glasses—various. Writing-desks, work-boxes, music-boxes. Timepieces and clocks, in marble and wood. Horse-hair and flock. 59 PACKAGES FANCY GOODS, Comprising— Vases, statuettes, buttons, combs, brushes, Courier and ladies' bags, albums, Playing cards, De la Rue and Goodall's, Vienna goods of every description, Pipes, pouches, and tobacconists' fancy-ware, Vesta boxes, toys, Hand mirrors, Baskets, brooches, silicates, Marbles, powder sets, fancy soaps, Slates and pencils, Tobacco, cigars, cigarettes, 10 cases stationery, Prints and engravings. 317 PACKAGES IRONMONGERY, Comprising— Hollowware, nails, sheep shears, sashweights, Brads, scythes, register stoves, Bolts, hinges, Leamington ranges, Baking dishes, fireproof safes, Iron bedsteads, camp ovens, door springs, Dog chains, frying-pans, files, Kettles, locks, sieves, perambulators, Weighing machines, &c., &c. Also, invoices of— Woolpacks, twine, whiting, American brooms, putty, Earthenware, glassware, perfumery, Drapery, clothing, boots and shoes, Jewellery, plated ware, Watches, ottoman shoes, Brandies in bulk and case, Rum, port and sherry, geneva, old tom, Bottled beer, moselle, champagne, 25 cases common clothing, 10 cases drapery, 35 crates earthenware, 22 packages glassware, 29 packages ironmongery and cutlery, 150 packages fancy goods, 190 packages groceries and spirits, 440 bundles fencing wire. <box>798 74 944 408</box>
ad-title: THURSDAY, 8TH JULY. <box>199 349 287 358</box>
ad-title: J. PRESTON, <box>375 370 425 379</box>
advertisement <box>327 483 473 540</box>
advertisement <box>955 493 1101 535</box>
ad-signature: J. DRANSFIELD. <box>898 782 944 790</box>
ad-subtitle: CIVIL ENGINEER AND LAND SURVEYOR, Johnston-street, Wellington. <box>328 70 471 85</box>
ad-body: SALE OF HOUSEHOLD FURNITURE AT THE HUTT. MR. R. J. DUNCAN has received instructions from Mr. Gallier to sell on or are date, at 2 o'clock, at his residence, Hutt, near the bridge, opposite Whitewood's Hotel, his household furniture, consisting of Cheffonier, sofa, horsehair mattrass, tables, pier glass, engravings, bedroom furniture, chest drawers, bedding, glasses, chairs, &c., carpenters' bench, and sundry kitchen utensils, &c. Sale at 2 o'clock sharp. <box>170 74 316 150</box>
advertisement <box>170 219 316 276</box>
ad-body: Manners Street. <box>484 279 532 295</box>
ad-title: JOSEPH NATHAN AND CO. <box>819 61 923 69</box>
advertisement <box>798 897 944 1031</box>
advertisement <box>170 1006 316 1056</box>
advertisement <box>641 405 787 789</box>
advertisement <box>327 1058 473 1100</box>
ad-signature: JOSEPH NATHAN & CO. <box>876 409 944 417</box>
ad-body: Office—Odd Fellows' Hall, Lambton Quay. <box>327 350 445 366</box>
newspaper-columns <box>8 40 1106 1476</box>
advertisement <box>13 621 159 983</box>
ad-title: W. K. MCLEAN, <box>370 117 430 126</box>
column-1 <box>8 40 164 1476</box>
ad-title: JAMES LINTON, <box>368 198 432 207</box>
ad-signature: HANNAH & CO., Lambton-quay. <box>387 608 473 616</box>
ad-title: R. DONALD, <box>1004 187 1052 196</box>
ad-subtitle: Taranaki-street, WM. LIGHT, Proprietor. <box>504 909 610 917</box>
advertisement <box>327 540 473 621</box>
ad-signature: J. MANDER, NURSERYMAN, HUTT-ROAD, Wellington. <box>985 166 1101 181</box>
ad-title: MEDICAL. <box>1007 647 1049 656</box>
ad-body: Music Master, Piano and Harmonium Tuner, Lambton Quay. Singing lessons given privately or in class; also lessons on the Piano and Harmonium. Terms on application. MUSICAL INSTRUMENTS REPAIRED, &c. Country tunings attended to. <box>955 443 1101 489</box>
ad-subtitle: TUESDAY, 6th JULY. <box>215 70 271 77</box>
advertisement <box>13 59 159 154</box>
advertisement <box>327 822 473 918</box>
ad-title: TUESDAY, 3RD AUGUST. <box>196 277 290 286</box>
ad-body: Open for business on MONDAY, April 19. Luncheon in Long-room from 12 to 3 p.m. Soup, Joints, or Entrees. Luncheon in Dining-room from half-past 12 to 2 p.m. Soup, Joints, Entrees, Vegetables, &c. All old customers and the general public are cordially invited to call, and give a trial of the new arrangements. <box>484 484 630 537</box>
ad-signature: W. K. McLEAN, Napier and Hawke's Bay. <box>365 185 473 193</box>
ad-subtitle: Sheet Music, Vocal and Instrumental. <box>980 367 1076 375</box>
ad-title: TE ARO PHOTOGRAPHIC STUDIO, <box>490 133 624 142</box>
ad-body: Carriages and Buggies painted and re-trimmed in the first style of art. Business Carts painted in the most pleasing combination of colors. Designs of all kinds of Vehicles furnished. SOLE AGENT for Jowsey Brothers' Imperial Hematite Paint, wholesale and retail. <box>484 82 630 127</box>
ad-title: THIS DAY, <box>66 61 106 69</box>
ad-body: This justly celebrated and wholesome spirit, is the very cream of Whiskies; in quality unrivalled, perfectly pure, and more wholesome than the finest Cognac Brandy. <box>798 854 944 884</box>
advertisement <box>327 327 473 369</box>
ad-signature: SALVATORE CIMINO, Music Warehouse, Willis-street. <box>959 634 1101 642</box>
advertisement <box>327 278 473 327</box>
advertisement <box>170 275 316 347</box>
advertisement <box>327 59 473 116</box>
ad-subtitle: HUTT MARKET. <box>64 164 108 172</box>
ad-title: HOTELS. <box>539 300 575 309</box>
ad-title: J. M. TAYLOR, <box>372 329 428 338</box>
advertisement <box>327 1157 473 1214</box>
